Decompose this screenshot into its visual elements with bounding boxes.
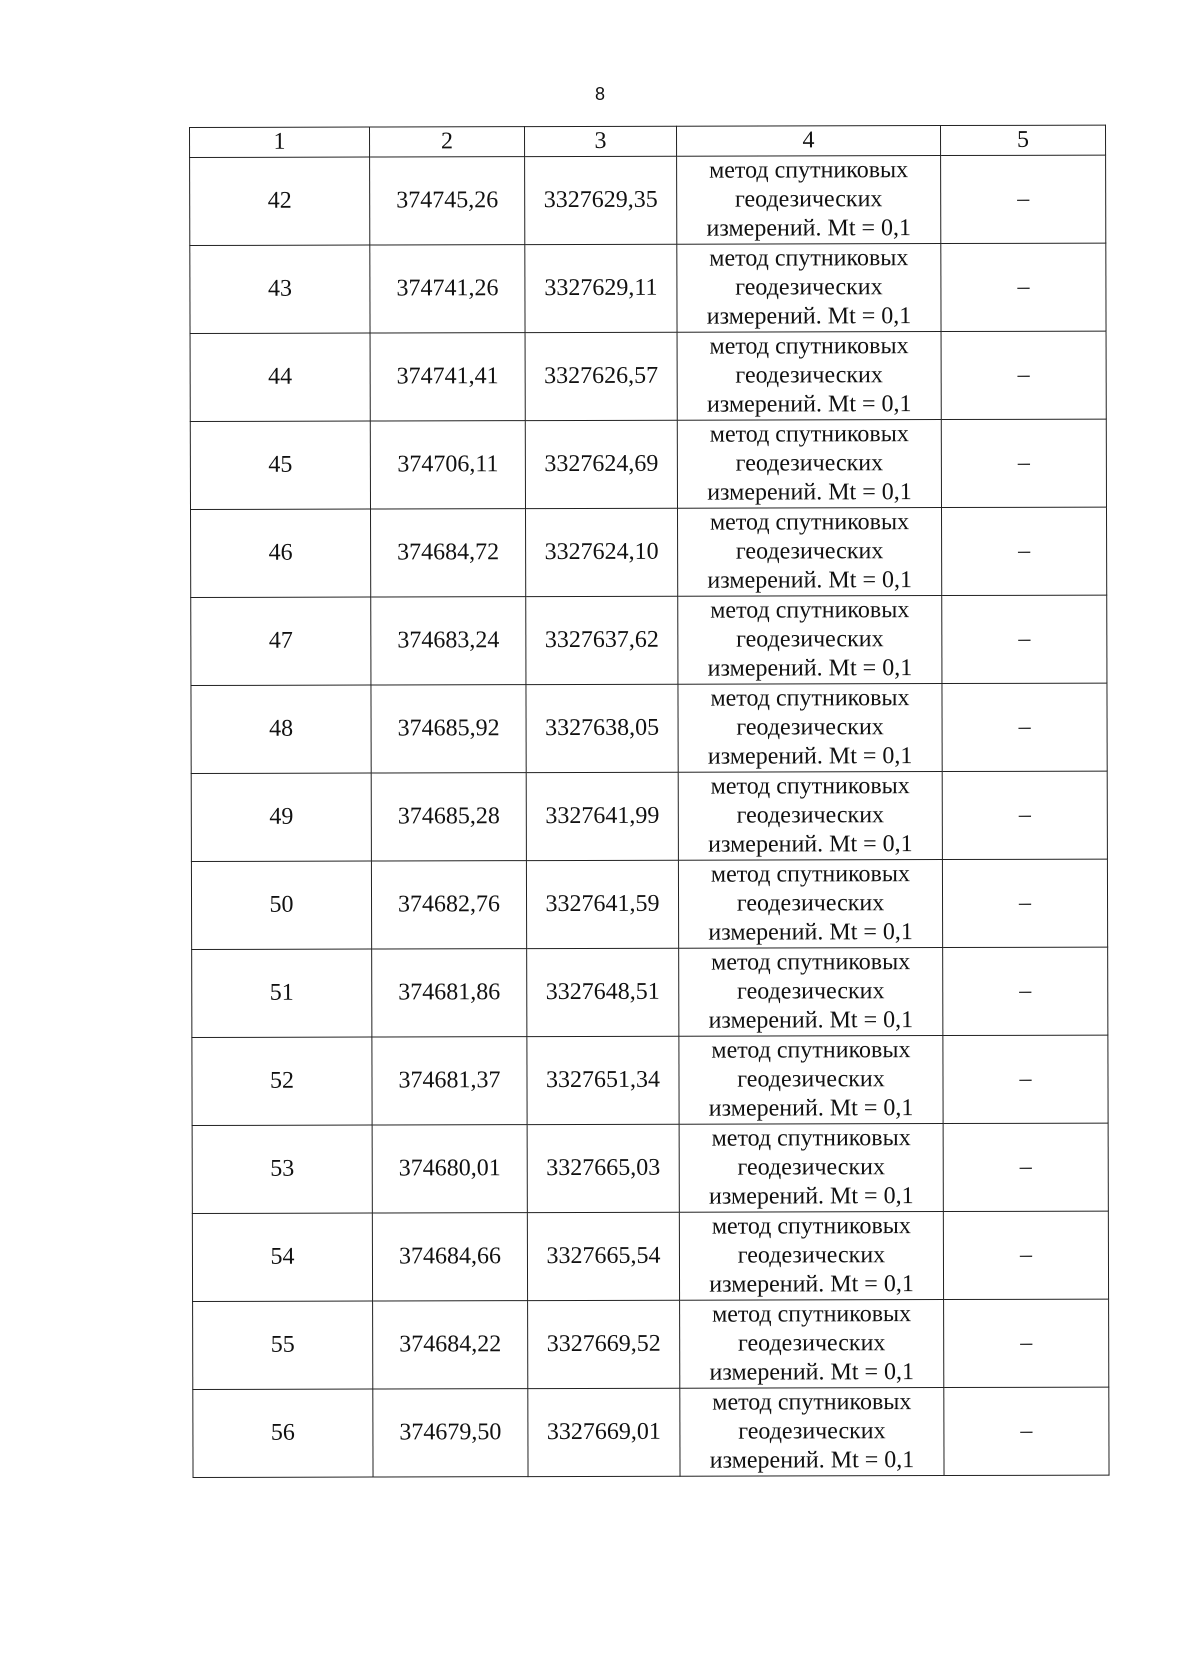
note-cell: – <box>941 155 1106 243</box>
method-line: геодезических <box>735 450 884 477</box>
method-line: измерений. Mt = 0,1 <box>707 479 912 506</box>
y-coordinate-cell: 3327629,11 <box>525 244 677 332</box>
method-line: геодезических <box>736 626 884 653</box>
method-line: измерений. Mt = 0,1 <box>707 743 913 770</box>
table-row <box>191 771 1107 861</box>
method-line: геодезических <box>737 1154 885 1181</box>
method-cell <box>679 1212 943 1301</box>
method-line: измерений. Mt = 0,1 <box>707 567 913 594</box>
table-row <box>192 947 1108 1037</box>
table-row <box>191 859 1107 949</box>
method-line: измерений. Mt = 0,1 <box>709 1271 914 1298</box>
method-line: метод спутниковых <box>711 949 911 976</box>
method-line: измерений. Mt = 0,1 <box>708 1007 914 1034</box>
x-coordinate-cell: 374682,76 <box>371 861 526 949</box>
table-body <box>190 125 1110 1477</box>
method-line: метод спутниковых <box>712 1301 912 1328</box>
method-line: геодезических <box>734 186 883 213</box>
note-cell: – <box>941 419 1106 507</box>
y-coordinate-cell: 3327641,99 <box>526 772 678 860</box>
table-row <box>193 1299 1109 1389</box>
method-cell <box>678 596 942 685</box>
method-cell <box>677 508 941 597</box>
method-line: измерений. Mt = 0,1 <box>707 655 913 682</box>
y-coordinate-cell: 3327637,62 <box>526 596 678 684</box>
y-coordinate-cell: 3327638,05 <box>526 684 678 772</box>
x-coordinate-cell: 374681,86 <box>372 949 527 1037</box>
note-cell: – <box>941 331 1106 419</box>
header-cell-1: 1 <box>190 127 370 157</box>
method-line: метод спутниковых <box>709 421 909 448</box>
method-line: геодезических <box>736 890 885 917</box>
header-cell-4: 4 <box>676 126 940 157</box>
point-number-cell: 45 <box>190 421 370 509</box>
note-cell: – <box>943 1035 1108 1123</box>
x-coordinate-cell: 374684,66 <box>372 1213 527 1301</box>
note-cell: – <box>941 507 1106 595</box>
coordinates-table <box>189 125 1110 1478</box>
note-cell: – <box>942 771 1107 859</box>
note-cell: – <box>943 1211 1108 1299</box>
method-cell <box>677 156 941 245</box>
point-number-cell: 56 <box>193 1389 373 1477</box>
method-line: метод спутниковых <box>709 333 909 360</box>
method-cell <box>678 684 942 773</box>
note-cell: – <box>942 595 1107 683</box>
method-line: геодезических <box>735 538 884 565</box>
method-line: метод спутниковых <box>710 773 910 800</box>
point-number-cell: 50 <box>191 861 371 949</box>
method-cell <box>677 420 941 509</box>
note-cell: – <box>942 859 1107 947</box>
y-coordinate-cell: 3327641,59 <box>526 860 678 948</box>
method-line: геодезических <box>735 274 883 301</box>
header-cell-5: 5 <box>940 125 1105 155</box>
table-header-row <box>190 125 1106 157</box>
method-line: геодезических <box>737 1066 885 1093</box>
method-cell <box>680 1388 944 1477</box>
method-line: геодезических <box>736 978 885 1005</box>
method-line: метод спутниковых <box>710 597 910 624</box>
point-number-cell: 46 <box>191 509 371 597</box>
header-cell-3: 3 <box>525 126 677 156</box>
table-row <box>190 419 1106 509</box>
method-line: измерений. Mt = 0,1 <box>708 831 913 858</box>
method-line: метод спутниковых <box>710 861 911 888</box>
x-coordinate-cell: 374706,11 <box>370 421 525 509</box>
note-cell: – <box>944 1299 1109 1387</box>
y-coordinate-cell: 3327651,34 <box>527 1036 679 1124</box>
point-number-cell: 43 <box>190 245 370 333</box>
y-coordinate-cell: 3327665,03 <box>527 1124 679 1212</box>
table-row <box>190 331 1106 421</box>
point-number-cell: 54 <box>192 1213 372 1301</box>
method-line: измерений. Mt = 0,1 <box>709 1447 915 1474</box>
page-number: 8 <box>594 84 605 104</box>
point-number-cell: 51 <box>192 949 372 1037</box>
method-line: метод спутниковых <box>711 1213 911 1240</box>
table-row <box>193 1387 1109 1477</box>
method-cell <box>678 772 942 861</box>
method-cell <box>678 860 942 949</box>
table-row <box>191 507 1107 597</box>
method-line: измерений. Mt = 0,1 <box>709 1359 915 1386</box>
y-coordinate-cell: 3327669,52 <box>528 1300 680 1388</box>
method-line: геодезических <box>737 1242 886 1269</box>
note-cell: – <box>943 947 1108 1035</box>
method-line: метод спутниковых <box>712 1389 912 1416</box>
x-coordinate-cell: 374741,41 <box>370 333 525 421</box>
method-line: измерений. Mt = 0,1 <box>708 919 913 946</box>
point-number-cell: 48 <box>191 685 371 773</box>
method-cell <box>680 1300 944 1389</box>
x-coordinate-cell: 374684,22 <box>373 1301 528 1389</box>
point-number-cell: 53 <box>192 1125 372 1213</box>
method-line: геодезических <box>738 1418 886 1445</box>
method-line: измерений. Mt = 0,1 <box>706 303 912 330</box>
x-coordinate-cell: 374679,50 <box>373 1389 528 1477</box>
table-row <box>190 155 1106 245</box>
method-line: геодезических <box>735 362 883 389</box>
point-number-cell: 44 <box>190 333 370 421</box>
method-cell <box>677 244 941 333</box>
x-coordinate-cell: 374681,37 <box>372 1037 527 1125</box>
table-row <box>191 595 1107 685</box>
y-coordinate-cell: 3327648,51 <box>527 948 679 1036</box>
method-cell <box>679 948 943 1037</box>
method-line: метод спутниковых <box>709 157 909 184</box>
method-line: метод спутниковых <box>709 245 909 272</box>
x-coordinate-cell: 374680,01 <box>372 1125 527 1213</box>
y-coordinate-cell: 3327629,35 <box>525 156 677 244</box>
note-cell: – <box>943 1123 1108 1211</box>
table-row <box>192 1035 1108 1125</box>
method-line: измерений. Mt = 0,1 <box>706 391 912 418</box>
method-cell <box>677 332 941 421</box>
note-cell: – <box>941 243 1106 331</box>
x-coordinate-cell: 374685,92 <box>371 685 526 773</box>
x-coordinate-cell: 374745,26 <box>370 157 525 245</box>
table-row <box>191 683 1107 773</box>
method-line: измерений. Mt = 0,1 <box>708 1183 914 1210</box>
point-number-cell: 55 <box>193 1301 373 1389</box>
method-line: измерений. Mt = 0,1 <box>708 1095 914 1122</box>
method-line: метод спутниковых <box>710 685 910 712</box>
header-cell-2: 2 <box>370 127 525 157</box>
y-coordinate-cell: 3327624,10 <box>526 508 678 596</box>
method-line: геодезических <box>737 1330 886 1357</box>
method-line: геодезических <box>736 714 884 741</box>
y-coordinate-cell: 3327626,57 <box>525 332 677 420</box>
table-row <box>192 1211 1108 1301</box>
point-number-cell: 42 <box>190 157 370 245</box>
table-row <box>192 1123 1108 1213</box>
method-line: метод спутниковых <box>709 509 910 536</box>
point-number-cell: 49 <box>191 773 371 861</box>
x-coordinate-cell: 374741,26 <box>370 245 525 333</box>
point-number-cell: 52 <box>192 1037 372 1125</box>
method-line: геодезических <box>736 802 885 829</box>
x-coordinate-cell: 374684,72 <box>371 509 526 597</box>
note-cell: – <box>944 1387 1109 1475</box>
point-number-cell: 47 <box>191 597 371 685</box>
y-coordinate-cell: 3327665,54 <box>527 1212 679 1300</box>
method-line: метод спутниковых <box>711 1125 911 1152</box>
y-coordinate-cell: 3327624,69 <box>525 420 677 508</box>
method-cell <box>679 1036 943 1125</box>
table-row <box>190 243 1106 333</box>
y-coordinate-cell: 3327669,01 <box>528 1388 680 1476</box>
x-coordinate-cell: 374683,24 <box>371 597 526 685</box>
note-cell: – <box>942 683 1107 771</box>
method-cell <box>679 1124 943 1213</box>
method-line: метод спутниковых <box>711 1037 911 1064</box>
x-coordinate-cell: 374685,28 <box>371 773 526 861</box>
method-line: измерений. Mt = 0,1 <box>706 215 912 242</box>
